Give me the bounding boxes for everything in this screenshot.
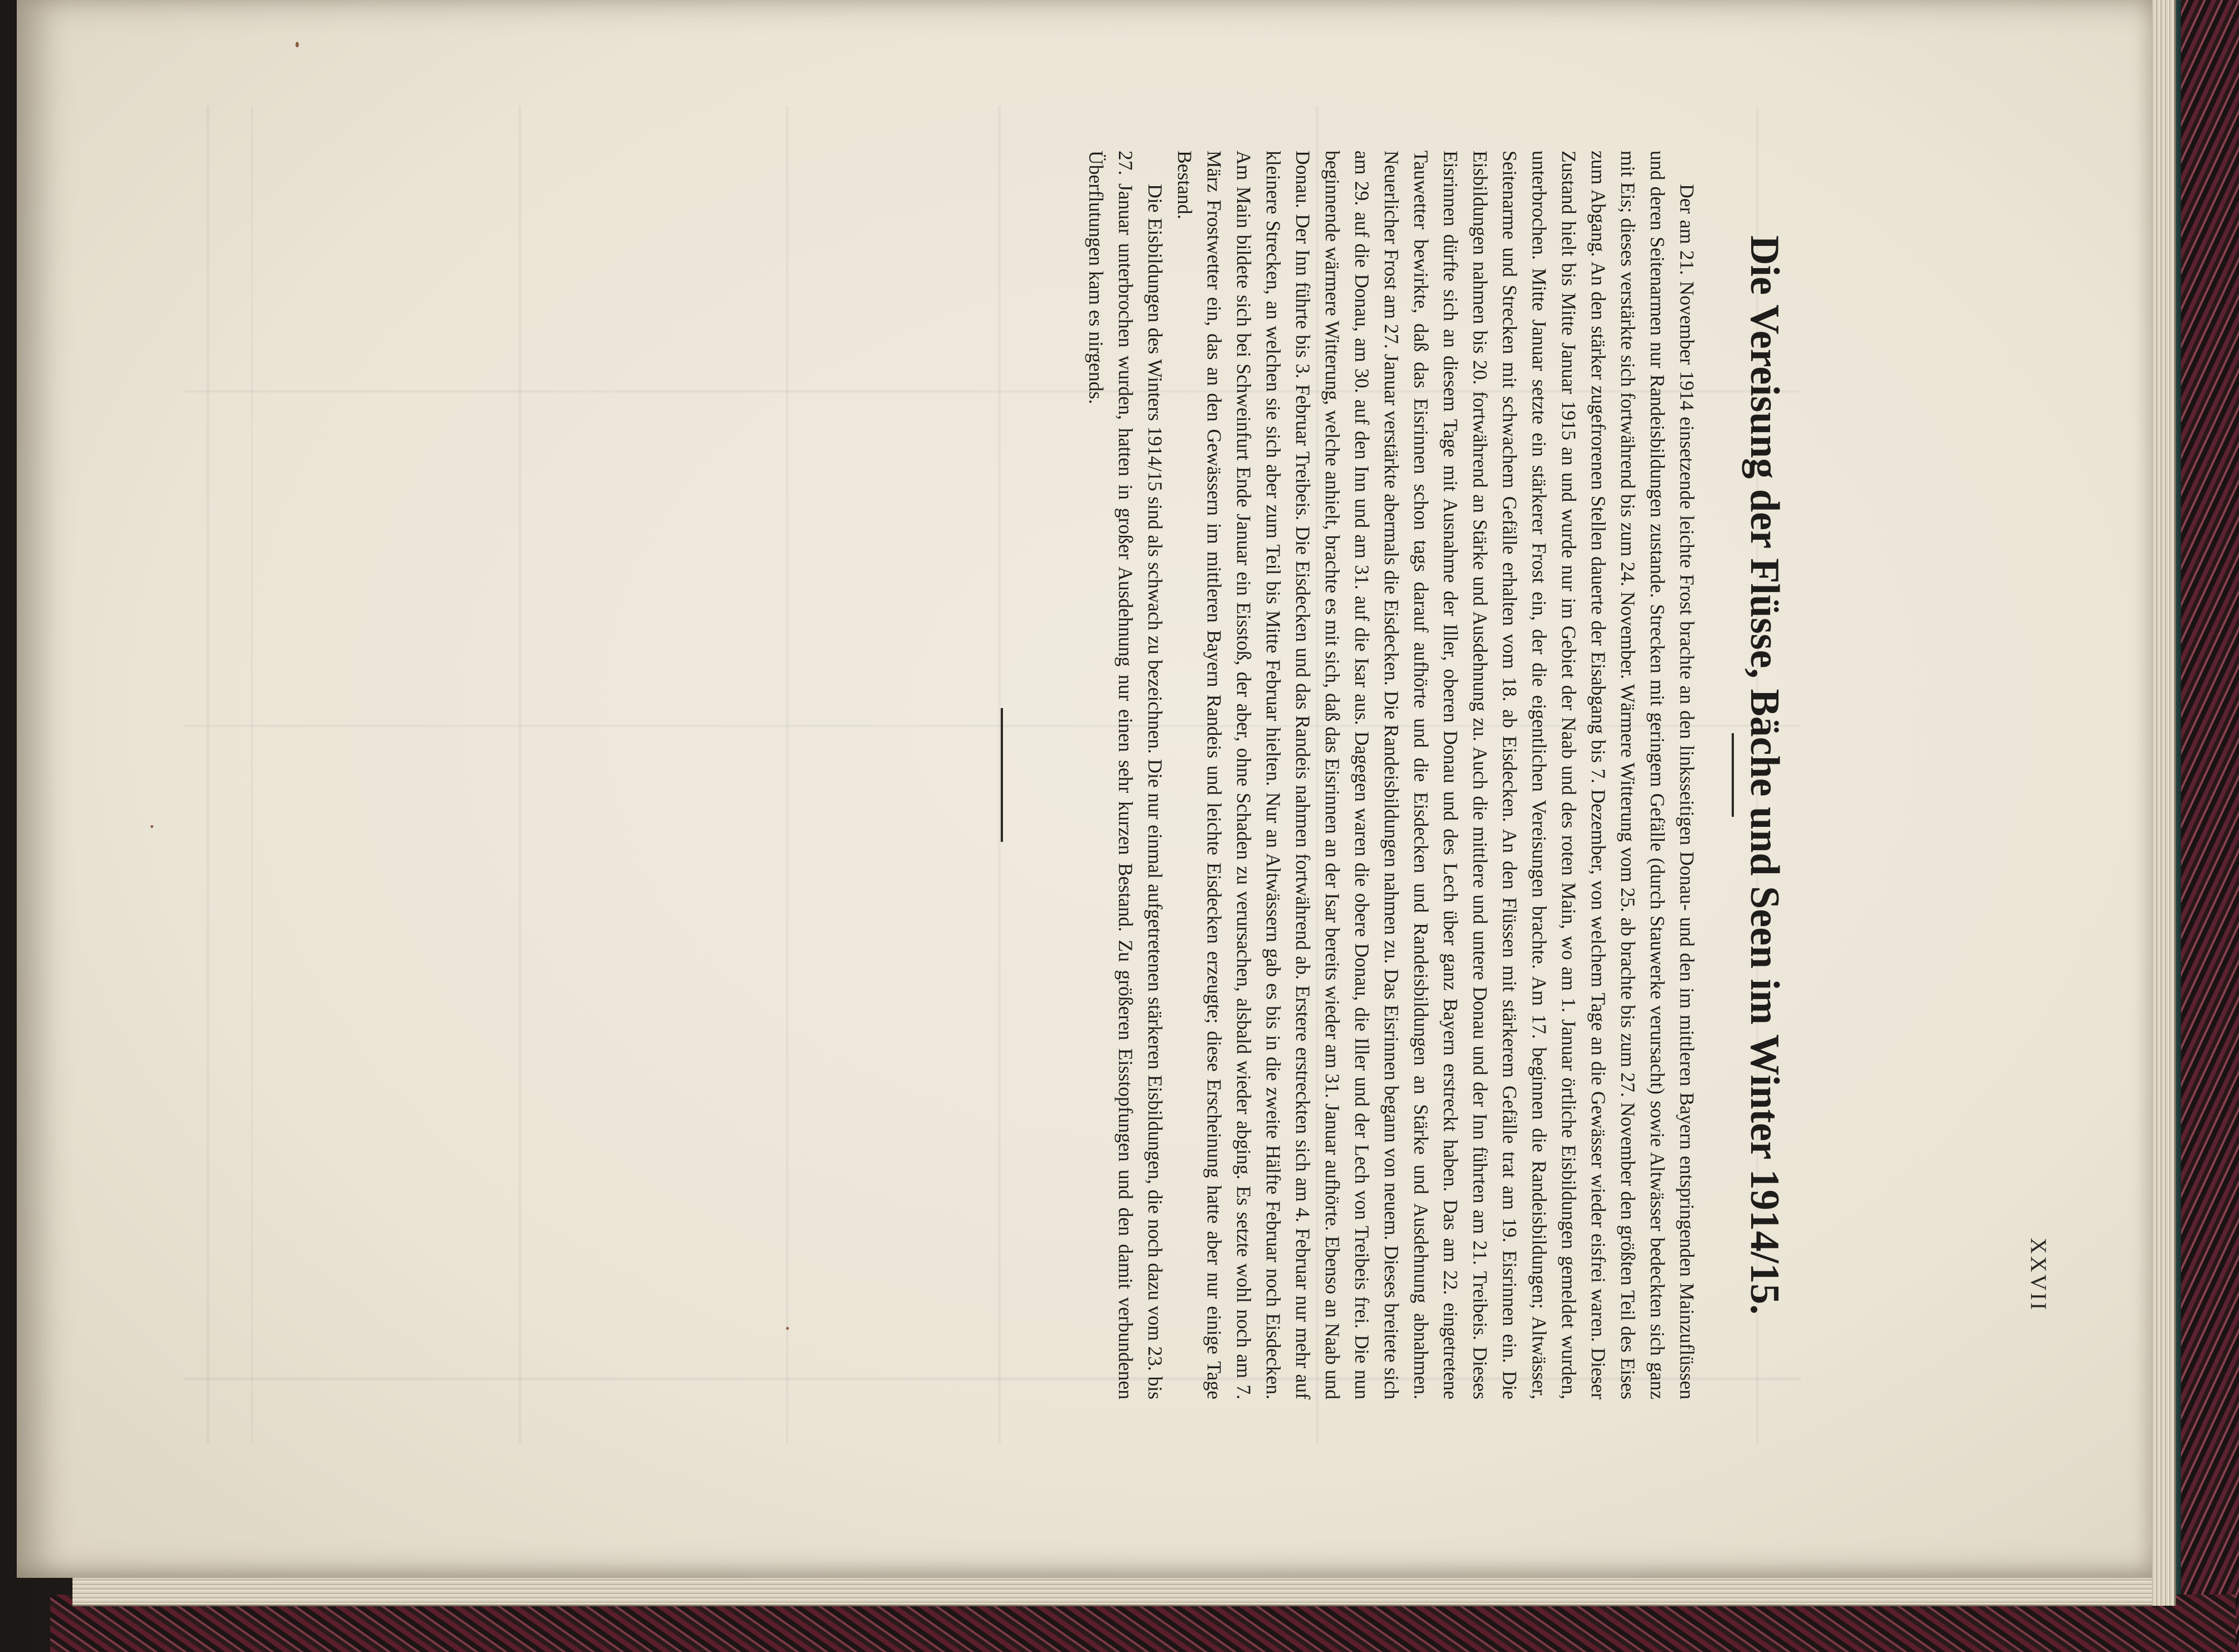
title-rule bbox=[1732, 733, 1734, 817]
paper-speck bbox=[295, 42, 299, 47]
page-number: XXVII bbox=[2026, 1238, 2051, 1312]
article-paragraph-1: Der am 21. November 1914 einsetzende leichte Frost brachte an den linksseitigen Donau- und den im mittleren Bayern entspringenden Mainzuflüssen und deren Seitenarmen nur Randeisbildungen zustande. Strecken mit geringem Gefälle (durch Stauwerke verursacht) sowie Altwässer bedeckten sich ganz mit Eis; dieses verstärkte sich fortwährend bis zum 24. November. Wärmere Witterung vom 25. ab brachte bis zum 27. November den größten Teil des Eises zum Abgang. An den stärker zugefrorenen Stellen dauerte der Eisabgang bis 7. Dezember, von welchem Tage an die Gewässer wieder eisfrei waren. Dieser Zustand hielt bis Mitte Januar 1915 an und wurde nur im Gebiet der Naab und des roten Main, wo am 1. Januar örtliche Eisbildungen gemeldet wurden, unterbrochen. Mitte Januar setzte ein stärkerer Frost ein, der die eigentlichen Vereisungen brachte. Am 17. beginnen die Randeisbildungen; Altwässer, Seitenarme und Strecken mit schwachem Gefälle erhalten vom 18. ab Eisdecken. An den Flüssen mit stärkerem Gefälle trat am 19. Eisrinnen ein. Die Eisbildungen nahmen bis 20. fortwährend an Stärke und Ausdehnung zu. Auch die mittlere und untere Donau und der Inn führten am 21. Treibeis. Dieses Eisrinnen dürfte sich an diesem Tage mit Ausnahme der Iller, oberen Donau und des Lech über ganz Bayern erstreckt haben. Das am 22. eingetretene Tauwetter bewirkte, daß das Eisrinnen schon tags darauf aufhörte und die Eisdecken und Randeisbildungen an Stärke und Ausdehnung abnahmen. Neuerlicher Frost am 27. Januar verstärkte abermals die Eisdecken. Die Randeisbildungen nahmen zu. Das Eisrinnen begann von neuem. Dieses breitete sich am 29. auf die Donau, am 30. auf den Inn und am 31. auf die Isar aus. Dagegen waren die obere Donau, die Iller und der Lech von Treibeis frei. Die nun beginnende wärmere Witterung, welche anhielt, brachte es mit sich, daß das Eisrinnen an der Isar bereits wieder am 31. Januar aufhörte. Ebenso an Naab und Donau. Der Inn führte bis 3. Februar Treibeis. Die Eisdecken und das Randeis nahmen fortwährend ab. Erstere erstreckten sich am 4. Februar nur mehr auf kleinere Strecken, an welchen sie sich aber zum Teil bis Mitte Februar hielten. Nur an Altwässern gab es bis in die zweite Hälfte Februar noch Eisdecken. Am Main bildete sich bei Schweinfurt Ende Januar ein Eisstoß, der aber, ohne Schaden zu verursachen, alsbald wieder abging. Es setzte wohl noch am 7. März Frostwetter ein, das an den Gewässern im mittleren Bayern Randeis und leichte Eisdecken erzeugte; diese Erscheinung hatte aber nur einige Tage Bestand. bbox=[1174, 151, 1698, 1399]
article-title: Die Vereisung der Flüsse, Bäche und Seen im Winter 1914/15. bbox=[1742, 235, 1787, 1315]
bleed-through-line bbox=[251, 106, 253, 1444]
bleed-through-line bbox=[518, 106, 521, 1444]
paper-speck bbox=[786, 1327, 789, 1330]
article-paragraph-2: Die Eisbildungen des Winters 1914/15 sind als schwach zu bezeichnen. Die nur einmal aufgetretenen stärkeren Eisbildungen, die noch dazu vom 23. bis 27. Januar unterbrochen wurden, hatten in großer Ausdehnung nur einen sehr kurzen Bestand. Zu größeren Eisstopfungen und den damit verbundenen Überflutungen kam es nirgends. bbox=[1085, 151, 1166, 1399]
end-rule bbox=[1001, 708, 1003, 842]
book-cover-edge-right bbox=[2177, 0, 2239, 1652]
paper-speck bbox=[151, 825, 153, 828]
book-page bbox=[17, 0, 2152, 1578]
bleed-through-line bbox=[206, 106, 210, 1444]
article-block bbox=[619, 151, 1790, 1399]
